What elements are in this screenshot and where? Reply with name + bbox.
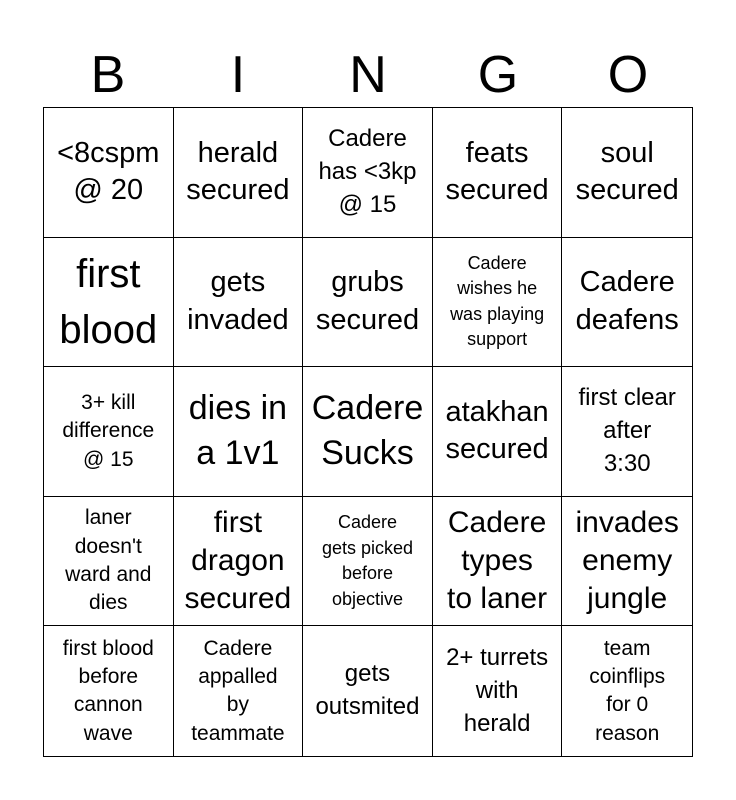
cell-text: atakhan secured <box>445 395 549 466</box>
bingo-cell[interactable] <box>44 108 174 238</box>
cell-text: invades enemy jungle <box>575 505 679 616</box>
bingo-cell[interactable] <box>562 108 692 238</box>
cell-text: Cadere has <3kp @ 15 <box>318 124 417 218</box>
header-letter-i: I <box>230 46 246 104</box>
bingo-cell[interactable] <box>174 367 304 497</box>
header-letter-g: G <box>477 46 519 104</box>
cell-text: first blood before cannon wave <box>62 636 154 745</box>
bingo-board <box>43 107 693 757</box>
cell-text: grubs secured <box>315 266 420 336</box>
cell-text: team coinflips for 0 reason <box>589 636 666 745</box>
bingo-cell[interactable] <box>174 497 304 627</box>
cell-text: soul secured <box>575 136 679 207</box>
bingo-cell[interactable] <box>303 367 433 497</box>
bingo-cell[interactable] <box>44 497 174 627</box>
cell-text: <8cspm @ 20 <box>57 136 160 207</box>
bingo-cell[interactable] <box>303 238 433 368</box>
cell-text: Cadere deafens <box>575 266 679 336</box>
bingo-cell[interactable] <box>174 238 304 368</box>
cell-text: Cadere gets picked before objective <box>321 512 414 609</box>
bingo-cell[interactable] <box>44 238 174 368</box>
bingo-cell[interactable] <box>174 626 304 756</box>
bingo-header <box>43 44 693 106</box>
cell-text: laner doesn't ward and dies <box>65 506 152 615</box>
cell-text: first blood <box>59 251 158 352</box>
cell-text: gets outsmited <box>315 660 420 721</box>
cell-text: feats secured <box>445 136 549 207</box>
cell-text: 3+ kill difference @ 15 <box>62 390 155 471</box>
bingo-cell[interactable] <box>562 367 692 497</box>
bingo-cell[interactable] <box>303 497 433 627</box>
bingo-cell[interactable] <box>562 497 692 627</box>
cell-text: Cadere appalled by teammate <box>191 636 285 745</box>
bingo-cell[interactable] <box>44 626 174 756</box>
cell-text: Cadere types to laner <box>447 505 548 616</box>
cell-text: first clear after 3:30 <box>578 384 676 477</box>
bingo-cell[interactable] <box>433 367 563 497</box>
cell-text: herald secured <box>186 136 290 207</box>
cell-text: 2+ turrets with herald <box>446 643 549 737</box>
bingo-cell[interactable] <box>174 108 304 238</box>
bingo-cell[interactable] <box>562 626 692 756</box>
bingo-cell[interactable] <box>433 108 563 238</box>
bingo-cell[interactable] <box>44 367 174 497</box>
bingo-cell[interactable] <box>562 238 692 368</box>
bingo-cell[interactable] <box>303 108 433 238</box>
header-letter-b: B <box>90 46 126 104</box>
bingo-cell[interactable] <box>433 626 563 756</box>
cell-text: gets invaded <box>187 266 289 336</box>
bingo-cell[interactable] <box>433 238 563 368</box>
header-letter-n: N <box>349 46 387 104</box>
header-letter-o: O <box>607 46 649 104</box>
cell-text: Cadere wishes he was playing support <box>450 252 545 350</box>
cell-text: Cadere Sucks <box>311 388 424 473</box>
cell-text: first dragon secured <box>184 505 292 616</box>
cell-text: dies in a 1v1 <box>188 388 288 473</box>
bingo-cell[interactable] <box>303 626 433 756</box>
bingo-cell[interactable] <box>433 497 563 627</box>
